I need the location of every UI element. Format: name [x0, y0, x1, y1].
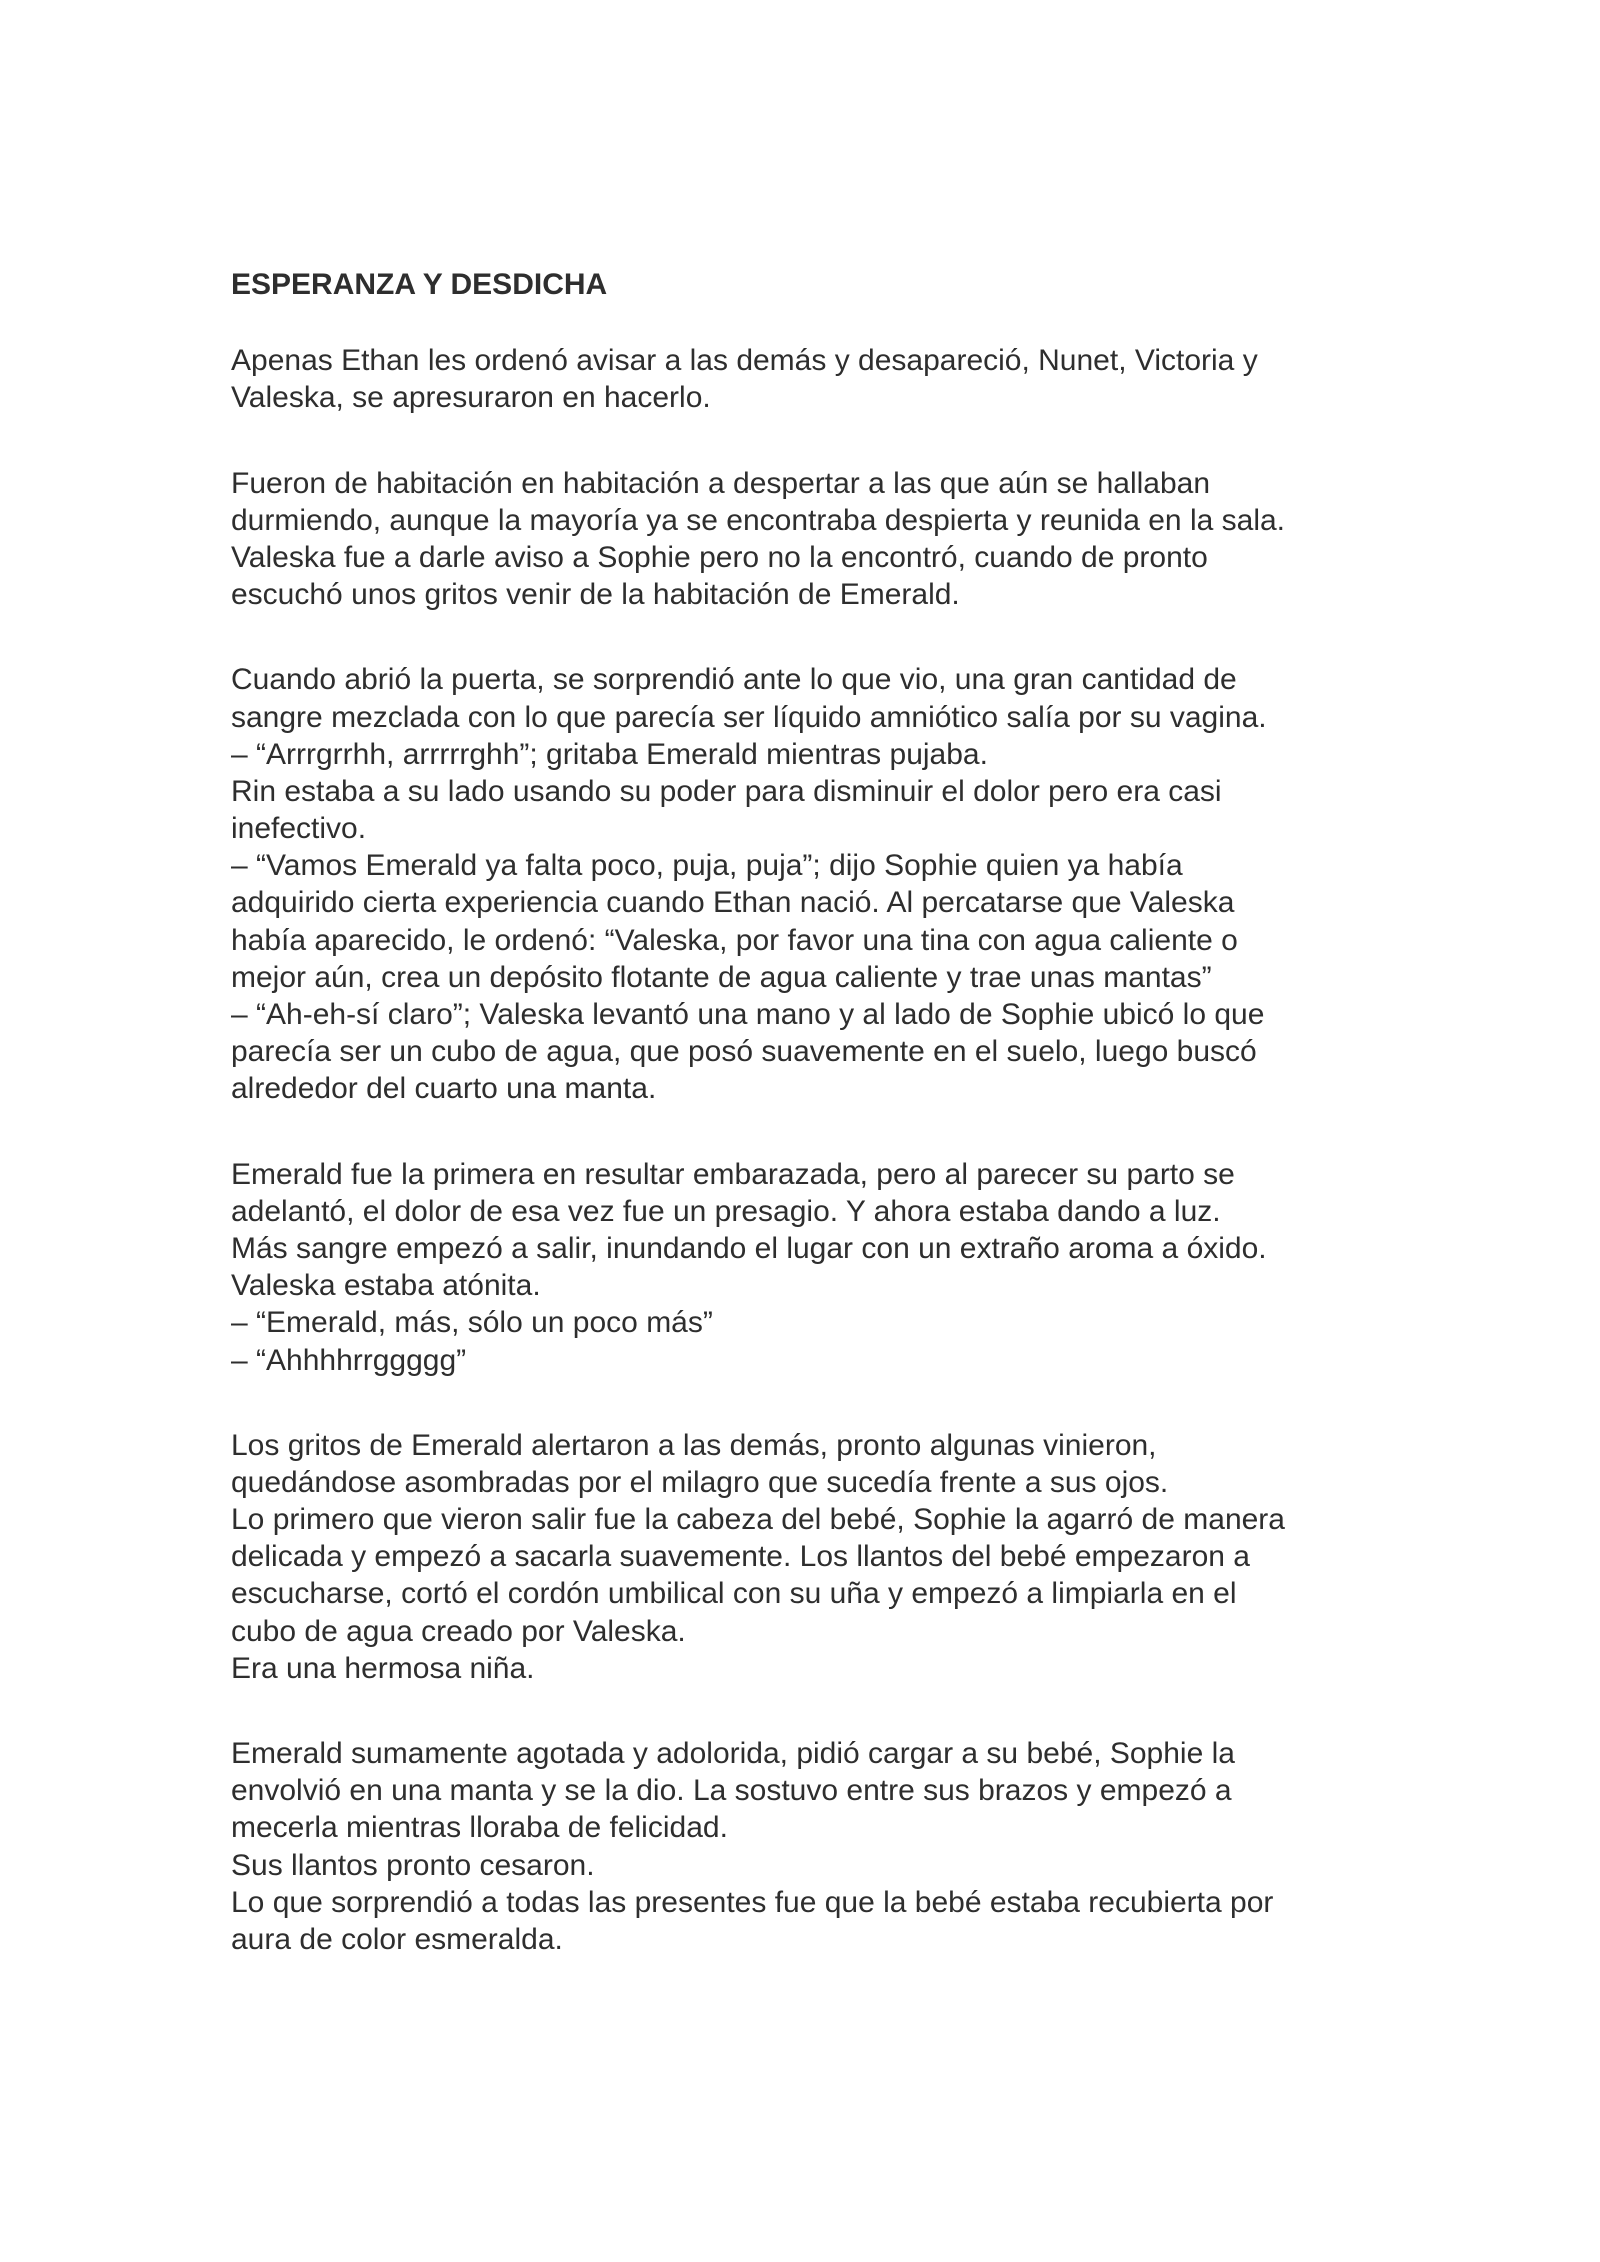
text-line: Valeska fue a darle aviso a Sophie pero no la encontró, cuando de pronto	[231, 540, 1208, 574]
text-line: Valeska estaba atónita.	[231, 1269, 541, 1303]
text-line: – “Vamos Emerald ya falta poco, puja, puja”; dijo Sophie quien ya había	[231, 849, 1183, 883]
paragraph	[231, 1735, 1481, 1958]
text-line: delicada y empezó a sacarla suavemente. Los llantos del bebé empezaron a	[231, 1540, 1250, 1574]
text-line: inefectivo.	[231, 812, 367, 846]
text-line: – “Arrrgrrhh, arrrrrghh”; gritaba Emerald mientras pujaba.	[231, 737, 988, 771]
text-line: cubo de agua creado por Valeska.	[231, 1614, 686, 1648]
paragraph	[231, 465, 1481, 614]
text-line: escuchó unos gritos venir de la habitación de Emerald.	[231, 578, 960, 612]
text-line: había aparecido, le ordenó: “Valeska, por favor una tina con agua caliente o	[231, 923, 1238, 957]
text-line: sangre mezclada con lo que parecía ser líquido amniótico salía por su vagina.	[231, 700, 1267, 734]
text-line: mejor aún, crea un depósito flotante de agua caliente y trae unas mantas”	[231, 960, 1212, 994]
text-line: adquirido cierta experiencia cuando Ethan nació. Al percatarse que Valeska	[231, 886, 1235, 920]
text-line: Lo primero que vieron salir fue la cabeza del bebé, Sophie la agarró de manera	[231, 1503, 1285, 1537]
paragraph	[231, 342, 1481, 416]
text-line: aura de color esmeralda.	[231, 1922, 563, 1956]
text-line: Cuando abrió la puerta, se sorprendió ante lo que vio, una gran cantidad de	[231, 663, 1237, 697]
text-line: escucharse, cortó el cordón umbilical con su uña y empezó a limpiarla en el	[231, 1577, 1237, 1611]
document-body	[231, 266, 1481, 2006]
text-line: – “Emerald, más, sólo un poco más”	[231, 1306, 713, 1340]
text-line: quedándose asombradas por el milagro que sucedía frente a sus ojos.	[231, 1465, 1169, 1499]
text-line: Los gritos de Emerald alertaron a las demás, pronto algunas vinieron,	[231, 1428, 1157, 1462]
paragraph	[231, 1427, 1481, 1687]
text-line: Sus llantos pronto cesaron.	[231, 1848, 595, 1882]
text-line: Rin estaba a su lado usando su poder para disminuir el dolor pero era casi	[231, 774, 1222, 808]
document-title: ESPERANZA Y DESDICHA	[231, 268, 608, 301]
paragraph-list	[231, 342, 1481, 1958]
text-line: envolvió en una manta y se la dio. La sostuvo entre sus brazos y empezó a	[231, 1774, 1232, 1808]
text-line: Lo que sorprendió a todas las presentes fue que la bebé estaba recubierta por	[231, 1885, 1274, 1919]
text-line: Emerald sumamente agotada y adolorida, pidió cargar a su bebé, Sophie la	[231, 1737, 1235, 1771]
text-line: Más sangre empezó a salir, inundando el lugar con un extraño aroma a óxido.	[231, 1231, 1267, 1265]
text-line: – “Ah-eh-sí claro”; Valeska levantó una mano y al lado de Sophie ubicó lo que	[231, 998, 1265, 1032]
text-line: Apenas Ethan les ordenó avisar a las demás y desapareció, Nunet, Victoria y	[231, 344, 1258, 378]
text-line: Emerald fue la primera en resultar embarazada, pero al parecer su parto se	[231, 1157, 1235, 1191]
text-line: mecerla mientras lloraba de felicidad.	[231, 1811, 728, 1845]
text-line: – “Ahhhhrrggggg”	[231, 1343, 467, 1377]
text-line: parecía ser un cubo de agua, que posó suavemente en el suelo, luego buscó	[231, 1035, 1257, 1069]
text-line: Valeska, se apresuraron en hacerlo.	[231, 381, 711, 415]
text-line: adelantó, el dolor de esa vez fue un presagio. Y ahora estaba dando a luz.	[231, 1194, 1221, 1228]
text-line: Era una hermosa niña.	[231, 1651, 535, 1685]
paragraph	[231, 1156, 1481, 1379]
text-line: Fueron de habitación en habitación a despertar a las que aún se hallaban	[231, 466, 1211, 500]
text-line: durmiendo, aunque la mayoría ya se encontraba despierta y reunida en la sala.	[231, 503, 1285, 537]
text-line: alrededor del cuarto una manta.	[231, 1072, 657, 1106]
paragraph	[231, 661, 1481, 1107]
